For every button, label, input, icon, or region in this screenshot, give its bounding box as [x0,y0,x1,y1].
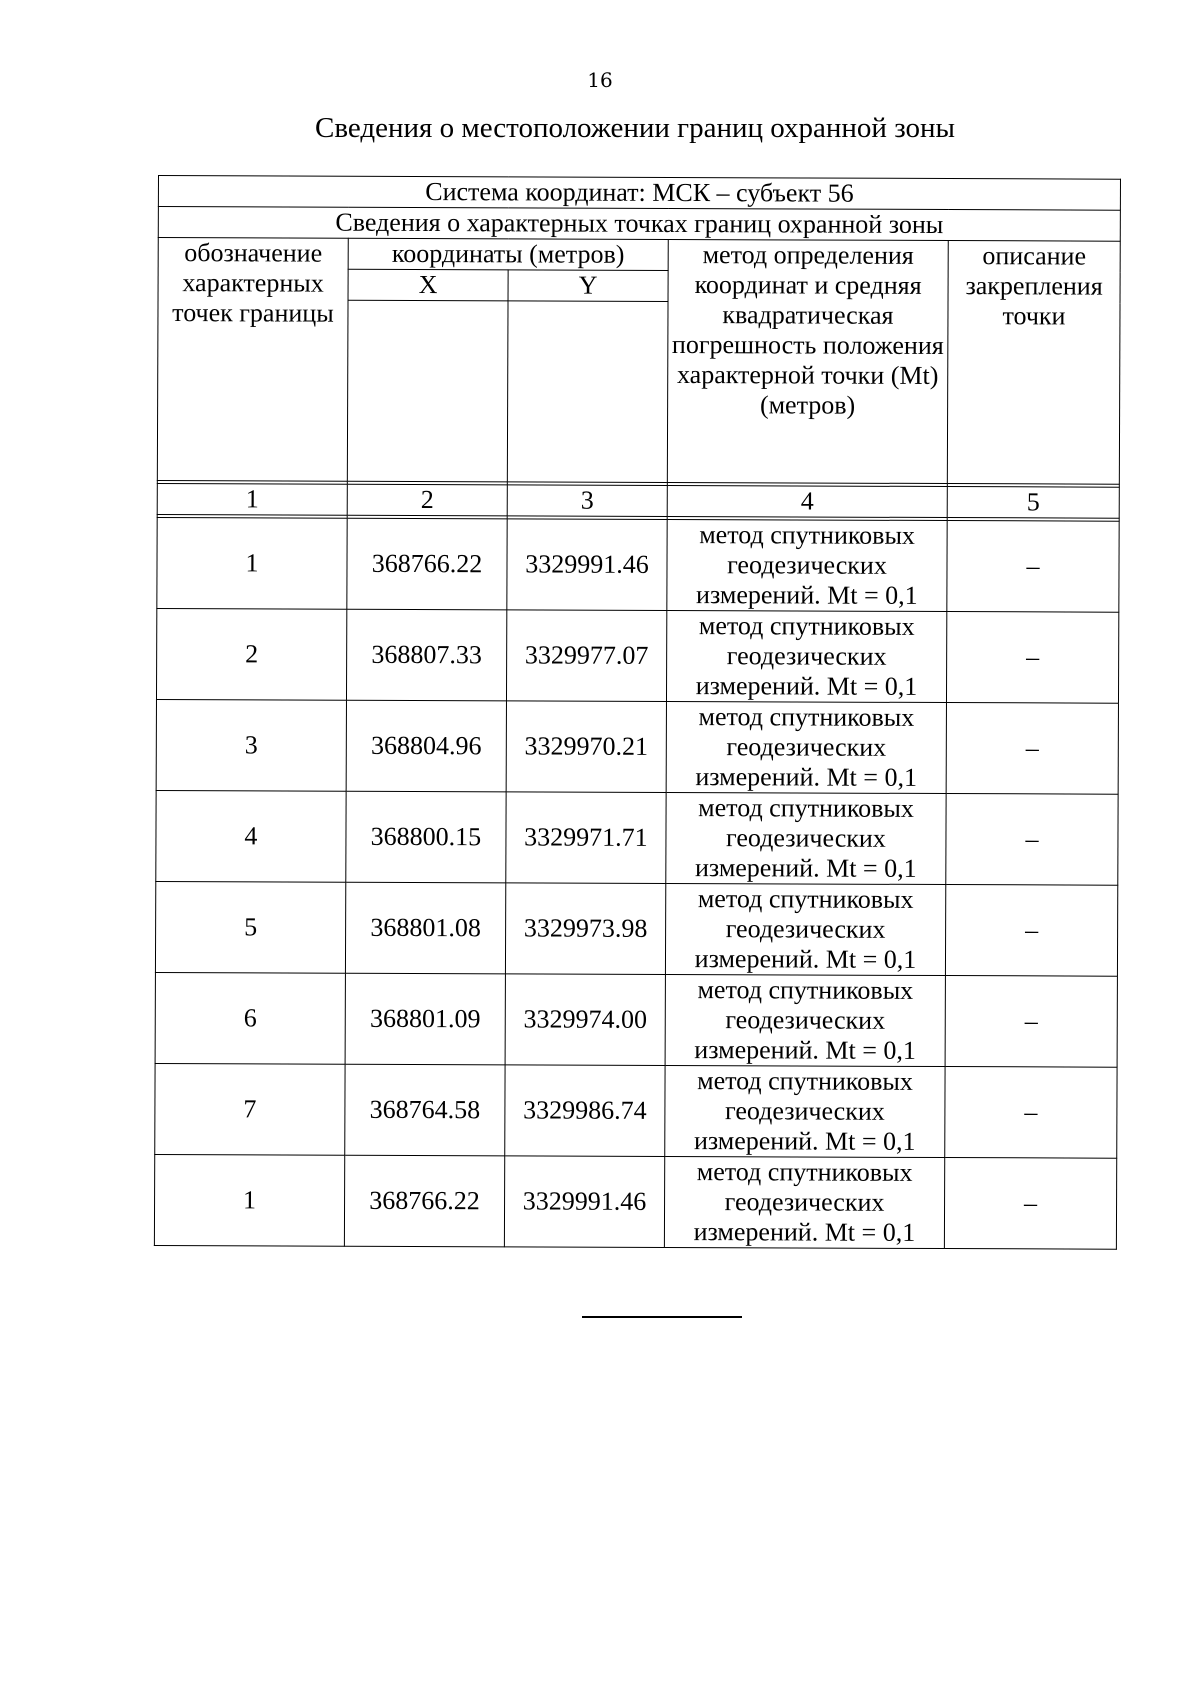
column-number: 4 [667,485,947,517]
table-subtitle-row [158,207,1120,242]
header-y: Y [508,270,668,302]
column-number: 1 [157,483,347,515]
description: – [945,976,1117,1068]
document-title: Сведения о местоположении границ охранной зоны [314,112,955,144]
table-row [154,1154,1116,1249]
point-id: 3 [156,699,346,791]
coord-y: 3329973.98 [505,883,665,975]
coord-x: 368766.22 [347,518,507,610]
point-id: 7 [155,1063,345,1155]
coord-x: 368764.58 [345,1064,505,1156]
column-number: 2 [347,484,507,516]
coord-y: 3329977.07 [506,610,666,702]
header-y-spacer [507,301,668,483]
header-description: описание закрепления точки [947,241,1120,485]
table-row [156,699,1118,794]
description: – [947,521,1119,613]
coord-y: 3329970.21 [506,701,666,793]
coord-y: 3329971.71 [506,792,666,884]
header-x: X [348,269,508,301]
coord-x: 368801.08 [345,882,505,974]
coord-x: 368766.22 [344,1155,504,1247]
method: метод спутниковых геодезических измерений. Mt = 0,1 [664,1156,944,1248]
header-x-spacer [347,300,508,482]
table-row [156,608,1118,703]
description: – [944,1158,1116,1250]
point-id: 4 [156,790,346,882]
header-method: метод определения координат и средняя квадратическая погрешность положения характерной точки (Mt) (метров) [667,239,948,483]
point-id: 5 [155,881,345,973]
header-coords: координаты (метров) [348,238,668,270]
method: метод спутниковых геодезических измерений. Mt = 0,1 [666,792,946,884]
method: метод спутниковых геодезических измерений. Mt = 0,1 [665,883,945,975]
coord-x: 368800.15 [346,791,506,883]
boundary-points-table [154,175,1121,1250]
method: метод спутниковых геодезических измерений. Mt = 0,1 [665,1065,945,1157]
coord-x: 368801.09 [345,973,505,1065]
coord-y: 3329991.46 [507,519,667,611]
point-id: 6 [155,972,345,1064]
coord-x: 368807.33 [346,609,506,701]
table-row [155,1063,1117,1158]
description: – [946,703,1118,795]
description: – [945,885,1117,977]
page-number: 16 [587,68,613,92]
table-subtitle: Сведения о характерных точках границ охранной зоны [158,207,1120,242]
coord-y: 3329991.46 [504,1156,664,1248]
coord-x: 368804.96 [346,700,506,792]
table-row [156,790,1118,885]
description: – [945,1067,1117,1159]
column-number: 3 [507,485,667,517]
header-row [158,238,1120,273]
table-row [155,881,1117,976]
description: – [946,612,1118,704]
end-of-section-rule [582,1316,742,1318]
table-row [155,972,1117,1067]
coord-y: 3329986.74 [505,1065,665,1157]
point-id: 1 [157,517,347,609]
method: метод спутниковых геодезических измерений. Mt = 0,1 [666,701,946,793]
coord-y: 3329974.00 [505,974,665,1066]
column-number: 5 [947,487,1119,519]
method: метод спутниковых геодезических измерений. Mt = 0,1 [667,519,947,611]
point-id: 1 [154,1154,344,1246]
coordinate-system-row [158,176,1120,211]
method: метод спутниковых геодезических измерений. Mt = 0,1 [666,610,946,702]
header-point: обозначение характерных точек границы [157,238,348,482]
column-numbers-row [157,483,1119,518]
point-id: 2 [156,608,346,700]
method: метод спутниковых геодезических измерений. Mt = 0,1 [665,974,945,1066]
description: – [946,794,1118,886]
coordinate-system: Система координат: МСК – субъект 56 [158,176,1120,211]
table-row [157,517,1119,612]
